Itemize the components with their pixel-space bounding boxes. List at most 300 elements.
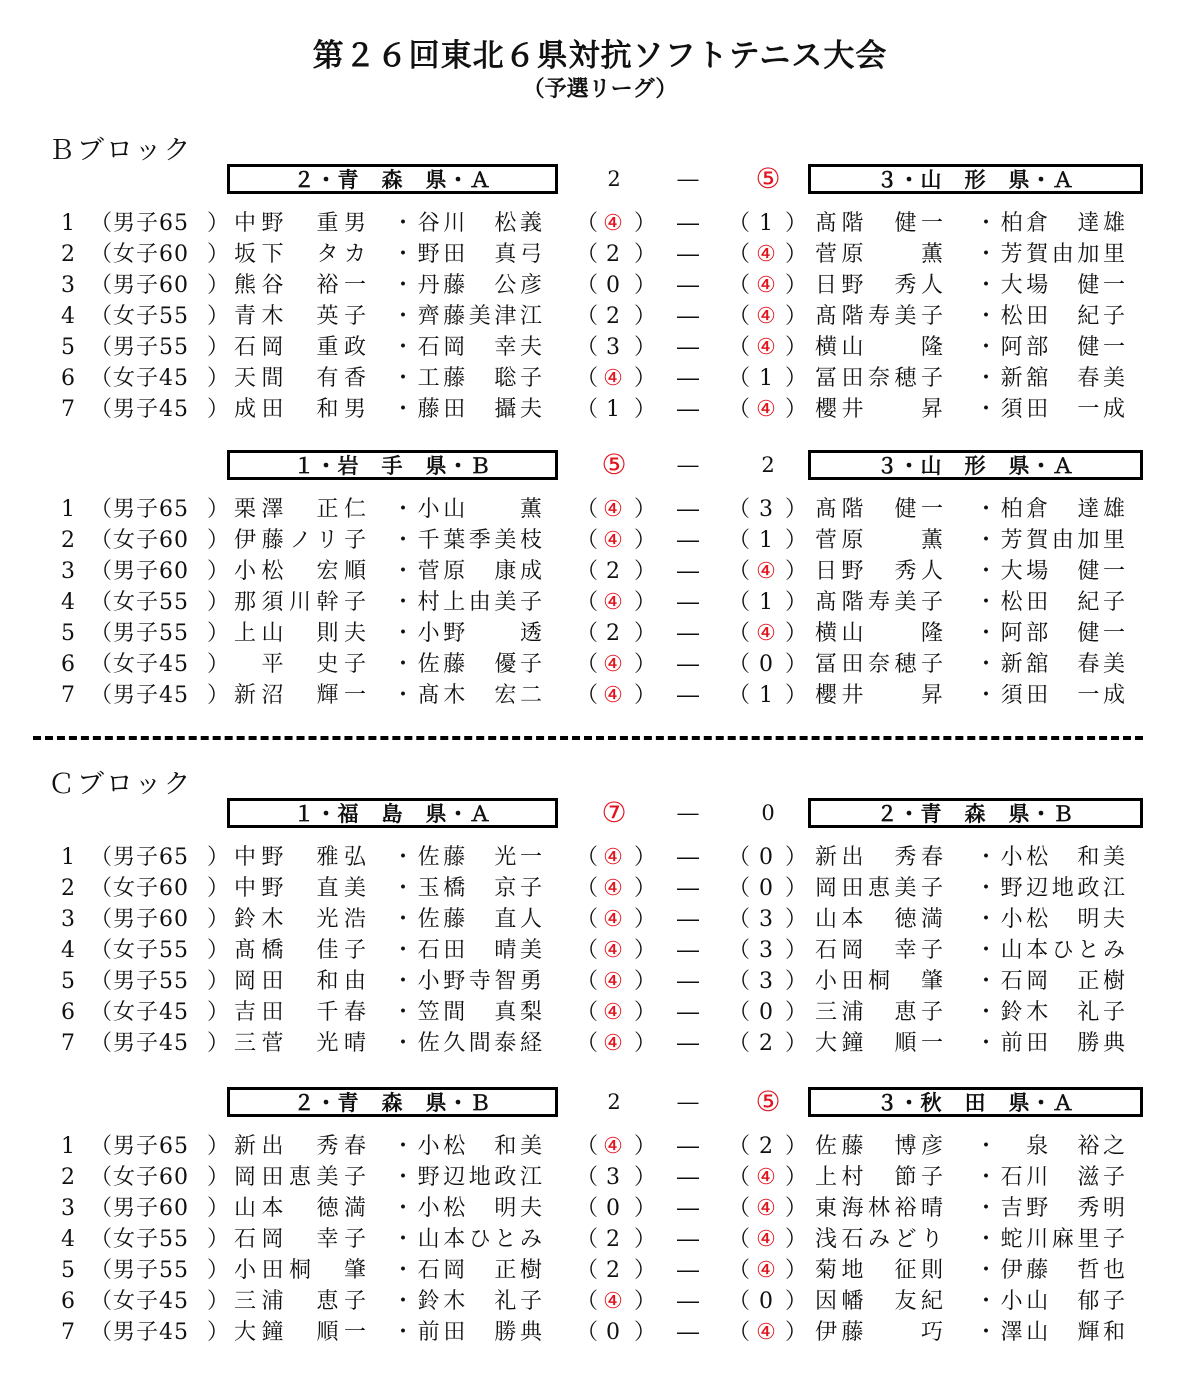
score-left: 3	[606, 1165, 620, 1190]
score-right: ④	[756, 1196, 776, 1221]
score-left: ④	[603, 938, 623, 963]
score-right: 0	[759, 845, 773, 870]
match-row	[0, 1028, 1200, 1059]
match-rows	[0, 208, 1200, 425]
score-bracket-open: （	[576, 621, 599, 646]
player-right-1: 櫻井 昇	[815, 683, 943, 708]
score-bracket-open: （	[576, 304, 599, 329]
score-bracket-close: ）	[785, 335, 808, 360]
score-dash: ―	[677, 621, 699, 646]
match-row	[0, 904, 1200, 935]
score-left: ④	[603, 1289, 623, 1314]
team-score-dash: ―	[677, 1090, 699, 1114]
score-bracket-close: ）	[634, 497, 657, 522]
score-dash: ―	[677, 1258, 699, 1283]
bracket-close: ）	[207, 907, 230, 932]
bracket-close: ）	[207, 1320, 230, 1345]
player-right-2: ・松田 紀子	[975, 590, 1125, 615]
team-right-score: 2	[761, 453, 775, 477]
score-bracket-close: ）	[634, 1031, 657, 1056]
bracket-open: （	[90, 559, 113, 584]
category: 女子55	[113, 938, 189, 963]
category: 男子65	[113, 1134, 189, 1159]
score-bracket-close: ）	[785, 683, 808, 708]
score-right: ④	[756, 559, 776, 584]
score-bracket-open: （	[728, 1196, 751, 1221]
match-row	[0, 270, 1200, 301]
player-right-2: ・前田 勝典	[975, 1031, 1125, 1056]
player-right-2: ・石岡 正樹	[975, 969, 1125, 994]
score-bracket-open: （	[728, 1031, 751, 1056]
match-row	[0, 680, 1200, 711]
player-left-2: ・佐久間泰経	[392, 1031, 542, 1056]
bracket-close: ）	[207, 683, 230, 708]
player-right-2: ・柏倉 達雄	[975, 497, 1125, 522]
player-left-1: 三菅 光晴	[234, 1031, 366, 1056]
row-number: 6	[61, 1000, 75, 1025]
score-left: 0	[606, 1196, 620, 1221]
score-right: ④	[756, 1165, 776, 1190]
row-number: 3	[61, 559, 75, 584]
match-row	[0, 208, 1200, 239]
score-bracket-close: ）	[634, 304, 657, 329]
score-bracket-close: ）	[785, 938, 808, 963]
player-left-1: 平 史子	[234, 652, 366, 677]
match-row	[0, 1131, 1200, 1162]
score-bracket-close: ）	[785, 528, 808, 553]
score-bracket-open: （	[728, 876, 751, 901]
score-bracket-open: （	[728, 938, 751, 963]
score-bracket-close: ）	[634, 366, 657, 391]
score-bracket-open: （	[728, 1000, 751, 1025]
category: 男子65	[113, 497, 189, 522]
score-right: 3	[759, 907, 773, 932]
team-left-box: １・岩 手 県・Ｂ	[227, 450, 558, 480]
row-number: 5	[61, 621, 75, 646]
score-bracket-open: （	[576, 1258, 599, 1283]
category: 女子60	[113, 876, 189, 901]
score-bracket-open: （	[728, 907, 751, 932]
score-bracket-close: ）	[785, 211, 808, 236]
team-left-box: ２・青 森 県・Ｂ	[227, 1087, 558, 1117]
player-right-2: ・山本ひとみ	[975, 938, 1125, 963]
page-title: 第２６回東北６県対抗ソフトテニス大会	[312, 38, 888, 74]
player-right-2: ・新舘 春美	[975, 366, 1125, 391]
score-right: ④	[756, 304, 776, 329]
player-right-1: 小田桐 肇	[815, 969, 943, 994]
player-left-1: 那須川幹子	[234, 590, 366, 615]
score-left: ④	[603, 845, 623, 870]
row-number: 1	[61, 1134, 75, 1159]
score-bracket-close: ）	[634, 1289, 657, 1314]
player-left-2: ・野田 真弓	[392, 242, 542, 267]
player-left-1: 髙橋 佳子	[234, 938, 366, 963]
score-dash: ―	[677, 1289, 699, 1314]
match-row	[0, 494, 1200, 525]
bracket-open: （	[90, 397, 113, 422]
player-left-1: 新沼 輝一	[234, 683, 366, 708]
score-bracket-open: （	[728, 652, 751, 677]
player-left-1: 鈴木 光浩	[234, 907, 366, 932]
player-left-1: 坂下 タカ	[234, 242, 366, 267]
bracket-open: （	[90, 969, 113, 994]
bracket-close: ）	[207, 1031, 230, 1056]
score-bracket-open: （	[728, 366, 751, 391]
bracket-close: ）	[207, 366, 230, 391]
bracket-close: ）	[207, 652, 230, 677]
score-bracket-close: ）	[785, 1320, 808, 1345]
player-left-2: ・石田 晴美	[392, 938, 542, 963]
player-left-2: ・齊藤美津江	[392, 304, 542, 329]
score-left: 2	[606, 304, 620, 329]
score-bracket-open: （	[576, 1031, 599, 1056]
bracket-close: ）	[207, 938, 230, 963]
bracket-close: ）	[207, 304, 230, 329]
score-bracket-open: （	[728, 1227, 751, 1252]
score-bracket-open: （	[576, 366, 599, 391]
player-left-1: 小松 宏順	[234, 559, 366, 584]
score-dash: ―	[677, 1196, 699, 1221]
score-bracket-close: ）	[634, 1258, 657, 1283]
player-left-2: ・小野 透	[392, 621, 542, 646]
score-bracket-close: ）	[785, 559, 808, 584]
match-rows	[0, 494, 1200, 711]
match-row	[0, 394, 1200, 425]
score-bracket-open: （	[576, 876, 599, 901]
player-left-1: 上山 則夫	[234, 621, 366, 646]
score-bracket-open: （	[576, 1134, 599, 1159]
player-right-2: ・大場 健一	[975, 273, 1125, 298]
player-left-2: ・前田 勝典	[392, 1320, 542, 1345]
match-row	[0, 1193, 1200, 1224]
player-left-2: ・佐藤 直人	[392, 907, 542, 932]
player-left-2: ・鈴木 礼子	[392, 1289, 542, 1314]
score-bracket-close: ）	[785, 304, 808, 329]
score-bracket-open: （	[576, 938, 599, 963]
player-left-2: ・山本ひとみ	[392, 1227, 542, 1252]
score-dash: ―	[677, 1227, 699, 1252]
player-right-1: 新出 秀春	[815, 845, 943, 870]
score-bracket-open: （	[576, 397, 599, 422]
match-rows	[0, 1131, 1200, 1348]
score-bracket-open: （	[728, 683, 751, 708]
player-left-1: 石岡 重政	[234, 335, 366, 360]
team-right-box: ３・山 形 県・Ａ	[808, 450, 1143, 480]
player-right-1: 髙階 健一	[815, 497, 943, 522]
player-right-2: ・大場 健一	[975, 559, 1125, 584]
score-bracket-close: ）	[785, 1165, 808, 1190]
bracket-open: （	[90, 683, 113, 708]
match-row	[0, 873, 1200, 904]
score-dash: ―	[677, 304, 699, 329]
category: 女子60	[113, 1165, 189, 1190]
row-number: 2	[61, 876, 75, 901]
score-bracket-open: （	[728, 1289, 751, 1314]
player-right-1: 浅石みどり	[815, 1227, 943, 1252]
player-right-2: ・芳賀由加里	[975, 528, 1125, 553]
score-bracket-open: （	[728, 845, 751, 870]
bracket-open: （	[90, 1000, 113, 1025]
player-right-1: 上村 節子	[815, 1165, 943, 1190]
player-right-1: 石岡 幸子	[815, 938, 943, 963]
player-left-1: 三浦 恵子	[234, 1289, 366, 1314]
player-right-2: ・吉野 秀明	[975, 1196, 1125, 1221]
block-label-c: Ｃブロック	[48, 769, 193, 800]
score-bracket-open: （	[728, 528, 751, 553]
player-left-1: 山本 徳満	[234, 1196, 366, 1221]
score-bracket-open: （	[576, 335, 599, 360]
match-row	[0, 1224, 1200, 1255]
category: 男子60	[113, 907, 189, 932]
score-left: 2	[606, 242, 620, 267]
category: 女子55	[113, 304, 189, 329]
team-left-score: 2	[607, 1090, 621, 1114]
category: 女子60	[113, 242, 189, 267]
team-score-dash: ―	[677, 167, 699, 191]
player-left-1: 岡田恵美子	[234, 1165, 366, 1190]
row-number: 7	[61, 397, 75, 422]
score-right: 1	[759, 366, 773, 391]
player-left-2: ・佐藤 優子	[392, 652, 542, 677]
score-bracket-close: ）	[634, 652, 657, 677]
score-dash: ―	[677, 590, 699, 615]
match-row	[0, 239, 1200, 270]
player-right-1: 冨田奈穂子	[815, 652, 943, 677]
player-left-2: ・小松 明夫	[392, 1196, 542, 1221]
player-right-1: 佐藤 博彦	[815, 1134, 943, 1159]
score-bracket-open: （	[576, 845, 599, 870]
player-right-2: ・ 泉 裕之	[975, 1134, 1125, 1159]
score-bracket-close: ）	[634, 938, 657, 963]
bracket-close: ）	[207, 1289, 230, 1314]
score-bracket-open: （	[576, 652, 599, 677]
score-bracket-close: ）	[785, 1031, 808, 1056]
category: 女子45	[113, 652, 189, 677]
player-left-2: ・髙木 宏二	[392, 683, 542, 708]
score-dash: ―	[677, 652, 699, 677]
bracket-open: （	[90, 590, 113, 615]
team-left-score: 2	[607, 167, 621, 191]
bracket-close: ）	[207, 1196, 230, 1221]
category: 男子60	[113, 559, 189, 584]
score-bracket-close: ）	[785, 876, 808, 901]
player-right-2: ・鈴木 礼子	[975, 1000, 1125, 1025]
player-left-2: ・谷川 松義	[392, 211, 542, 236]
category: 男子60	[113, 1196, 189, 1221]
player-right-2: ・須田 一成	[975, 397, 1125, 422]
score-bracket-open: （	[728, 1258, 751, 1283]
player-left-2: ・村上由美子	[392, 590, 542, 615]
bracket-open: （	[90, 497, 113, 522]
score-right: 1	[759, 683, 773, 708]
team-right-box: ３・山 形 県・Ａ	[808, 164, 1143, 194]
bracket-close: ）	[207, 497, 230, 522]
player-left-1: 栗澤 正仁	[234, 497, 366, 522]
category: 女子45	[113, 366, 189, 391]
score-left: ④	[603, 590, 623, 615]
bracket-close: ）	[207, 845, 230, 870]
player-left-2: ・小野寺智勇	[392, 969, 542, 994]
row-number: 1	[61, 211, 75, 236]
player-right-1: 岡田恵美子	[815, 876, 943, 901]
player-left-1: 成田 和男	[234, 397, 366, 422]
player-right-2: ・芳賀由加里	[975, 242, 1125, 267]
row-number: 2	[61, 1165, 75, 1190]
score-left: 2	[606, 559, 620, 584]
row-number: 7	[61, 683, 75, 708]
category: 女子60	[113, 528, 189, 553]
score-left: ④	[603, 683, 623, 708]
bracket-close: ）	[207, 1000, 230, 1025]
score-right: 1	[759, 590, 773, 615]
bracket-close: ）	[207, 876, 230, 901]
score-bracket-open: （	[576, 1320, 599, 1345]
bracket-close: ）	[207, 242, 230, 267]
bracket-open: （	[90, 1031, 113, 1056]
player-left-2: ・石岡 正樹	[392, 1258, 542, 1283]
team-left-box: １・福 島 県・Ａ	[227, 798, 558, 828]
player-right-1: 伊藤 巧	[815, 1320, 943, 1345]
score-bracket-open: （	[576, 242, 599, 267]
row-number: 5	[61, 335, 75, 360]
category: 男子55	[113, 1258, 189, 1283]
score-bracket-open: （	[576, 497, 599, 522]
bracket-close: ）	[207, 621, 230, 646]
score-bracket-open: （	[576, 528, 599, 553]
score-left: ④	[603, 652, 623, 677]
score-bracket-open: （	[728, 621, 751, 646]
score-left: 1	[606, 397, 620, 422]
team-right-box: ２・青 森 県・Ｂ	[808, 798, 1143, 828]
score-dash: ―	[677, 211, 699, 236]
score-bracket-close: ）	[634, 273, 657, 298]
score-bracket-close: ）	[634, 683, 657, 708]
category: 女子55	[113, 1227, 189, 1252]
row-number: 6	[61, 652, 75, 677]
score-right: 0	[759, 1000, 773, 1025]
bracket-open: （	[90, 652, 113, 677]
page-subtitle: （予選リーグ）	[522, 77, 678, 102]
score-bracket-close: ）	[785, 1134, 808, 1159]
score-bracket-open: （	[728, 273, 751, 298]
player-left-1: 新出 秀春	[234, 1134, 366, 1159]
category: 男子55	[113, 621, 189, 646]
row-number: 4	[61, 938, 75, 963]
player-right-2: ・小松 明夫	[975, 907, 1125, 932]
row-number: 3	[61, 1196, 75, 1221]
score-bracket-close: ）	[634, 1165, 657, 1190]
score-bracket-open: （	[728, 1134, 751, 1159]
score-right: 3	[759, 497, 773, 522]
bracket-open: （	[90, 845, 113, 870]
player-right-2: ・阿部 健一	[975, 621, 1125, 646]
score-bracket-open: （	[728, 397, 751, 422]
team-left-box: ２・青 森 県・Ａ	[227, 164, 558, 194]
team-right-score: ⑤	[755, 162, 781, 195]
score-dash: ―	[677, 1000, 699, 1025]
score-bracket-open: （	[728, 304, 751, 329]
score-bracket-open: （	[576, 1289, 599, 1314]
score-right: ④	[756, 1258, 776, 1283]
bracket-close: ）	[207, 335, 230, 360]
player-right-2: ・野辺地政江	[975, 876, 1125, 901]
score-bracket-close: ）	[634, 528, 657, 553]
player-right-2: ・須田 一成	[975, 683, 1125, 708]
score-right: 0	[759, 652, 773, 677]
player-right-1: 髙階 健一	[815, 211, 943, 236]
score-left: ④	[603, 366, 623, 391]
player-right-2: ・松田 紀子	[975, 304, 1125, 329]
player-right-2: ・阿部 健一	[975, 335, 1125, 360]
player-left-1: 天間 有香	[234, 366, 366, 391]
score-bracket-open: （	[728, 590, 751, 615]
score-bracket-open: （	[576, 559, 599, 584]
category: 男子45	[113, 1031, 189, 1056]
score-bracket-open: （	[576, 1165, 599, 1190]
match-row	[0, 1162, 1200, 1193]
bracket-open: （	[90, 366, 113, 391]
score-bracket-close: ）	[785, 1289, 808, 1314]
player-right-1: 横山 隆	[815, 335, 943, 360]
player-right-2: ・小松 和美	[975, 845, 1125, 870]
score-bracket-close: ）	[634, 397, 657, 422]
bracket-open: （	[90, 304, 113, 329]
bracket-open: （	[90, 938, 113, 963]
score-dash: ―	[677, 528, 699, 553]
match-row	[0, 935, 1200, 966]
player-right-1: 横山 隆	[815, 621, 943, 646]
category: 女子55	[113, 590, 189, 615]
score-bracket-close: ）	[634, 969, 657, 994]
score-dash: ―	[677, 1320, 699, 1345]
bracket-open: （	[90, 1134, 113, 1159]
score-bracket-open: （	[728, 1165, 751, 1190]
player-right-1: 山本 徳満	[815, 907, 943, 932]
match-row	[0, 363, 1200, 394]
score-dash: ―	[677, 559, 699, 584]
player-right-2: ・柏倉 達雄	[975, 211, 1125, 236]
player-left-2: ・野辺地政江	[392, 1165, 542, 1190]
player-right-1: 日野 秀人	[815, 559, 943, 584]
row-number: 5	[61, 969, 75, 994]
category: 男子65	[113, 211, 189, 236]
match-row	[0, 525, 1200, 556]
score-left: ④	[603, 907, 623, 932]
team-right-score: 0	[761, 801, 775, 825]
player-right-1: 髙階寿美子	[815, 304, 943, 329]
score-bracket-close: ）	[634, 876, 657, 901]
score-bracket-close: ）	[785, 969, 808, 994]
score-left: 2	[606, 621, 620, 646]
bracket-open: （	[90, 1227, 113, 1252]
score-bracket-close: ）	[785, 1196, 808, 1221]
score-bracket-close: ）	[634, 559, 657, 584]
score-dash: ―	[677, 273, 699, 298]
score-bracket-close: ）	[785, 1000, 808, 1025]
row-number: 3	[61, 907, 75, 932]
match-row	[0, 332, 1200, 363]
match-row	[0, 966, 1200, 997]
score-bracket-close: ）	[785, 1258, 808, 1283]
score-bracket-close: ）	[634, 1000, 657, 1025]
score-left: ④	[603, 528, 623, 553]
category: 男子55	[113, 335, 189, 360]
player-left-2: ・笠間 真梨	[392, 1000, 542, 1025]
score-dash: ―	[677, 1165, 699, 1190]
player-left-2: ・玉橋 京子	[392, 876, 542, 901]
match-row	[0, 1317, 1200, 1348]
bracket-close: ）	[207, 1258, 230, 1283]
